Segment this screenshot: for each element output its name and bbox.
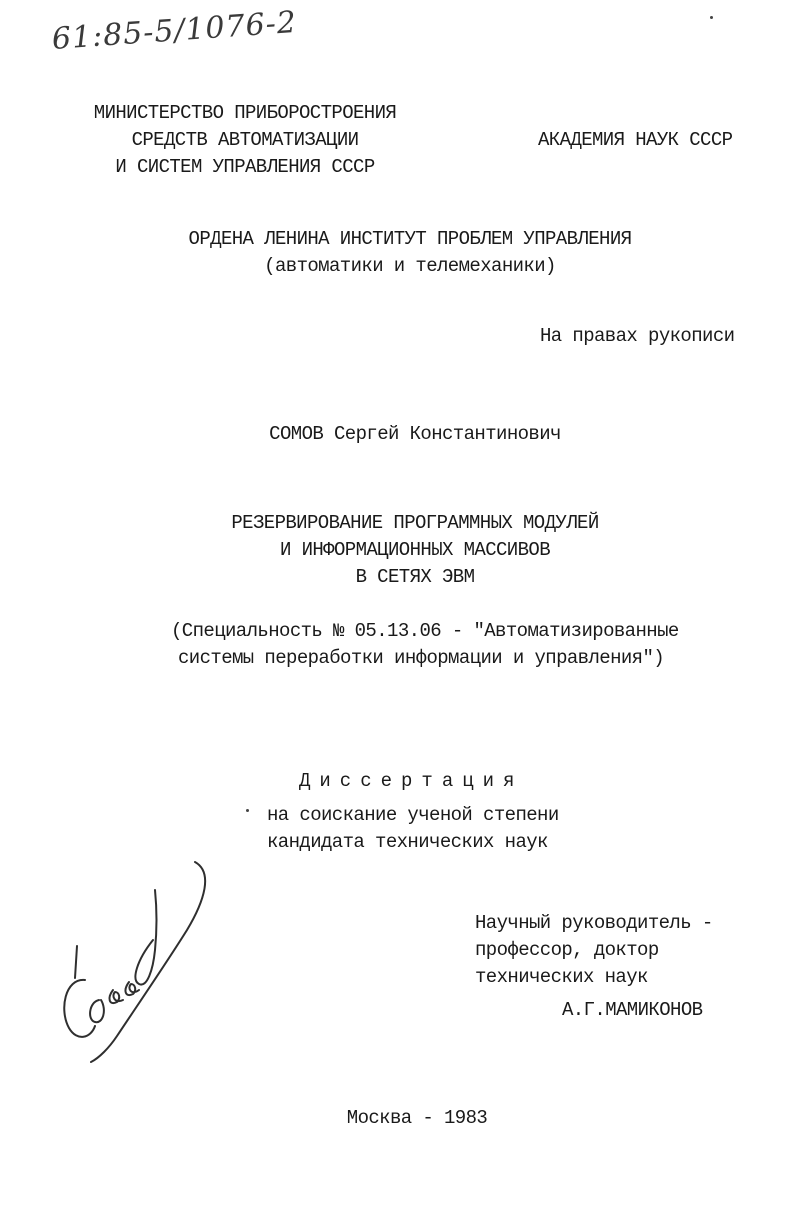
scan-speck xyxy=(246,809,249,812)
manuscript-rights-note: На правах рукописи xyxy=(540,325,735,347)
archive-number-handwritten: 61:85-5/1076-2 xyxy=(50,4,298,57)
advisor-line-1: Научный руководитель - xyxy=(475,912,713,934)
dissertation-line-2: кандидата технических наук xyxy=(267,831,548,853)
handwritten-signature xyxy=(55,850,225,1070)
ministry-line-3: И СИСТЕМ УПРАВЛЕНИЯ СССР xyxy=(115,156,375,178)
ministry-line-1: МИНИСТЕРСТВО ПРИБОРОСТРОЕНИЯ xyxy=(93,102,397,124)
advisor-name: А.Г.МАМИКОНОВ xyxy=(562,999,703,1021)
title-line-3: В СЕТЯХ ЭВМ xyxy=(355,566,475,588)
specialty-line-2: системы переработки информации и управления") xyxy=(178,647,665,669)
specialty-line-1: (Специальность № 05.13.06 - "Автоматизированные xyxy=(171,620,679,642)
academy-of-sciences: АКАДЕМИЯ НАУК СССР xyxy=(538,129,733,151)
institute-line-1: ОРДЕНА ЛЕНИНА ИНСТИТУТ ПРОБЛЕМ УПРАВЛЕНИЯ xyxy=(188,228,632,250)
dissertation-line-1: на соискание ученой степени xyxy=(267,804,559,826)
institute-line-2: (автоматики и телемеханики) xyxy=(264,255,556,277)
title-line-2: И ИНФОРМАЦИОННЫХ МАССИВОВ xyxy=(279,539,551,561)
ministry-line-2: СРЕДСТВ АВТОМАТИЗАЦИИ xyxy=(131,129,359,151)
dissertation-heading: Диссертация xyxy=(299,770,524,792)
advisor-line-2: профессор, доктор xyxy=(475,939,659,961)
author-name: СОМОВ Сергей Константинович xyxy=(269,423,561,445)
advisor-line-3: технических наук xyxy=(475,966,648,988)
place-and-year: Москва - 1983 xyxy=(346,1107,488,1129)
scan-speck xyxy=(710,16,713,19)
title-line-1: РЕЗЕРВИРОВАНИЕ ПРОГРАММНЫХ МОДУЛЕЙ xyxy=(231,512,599,534)
